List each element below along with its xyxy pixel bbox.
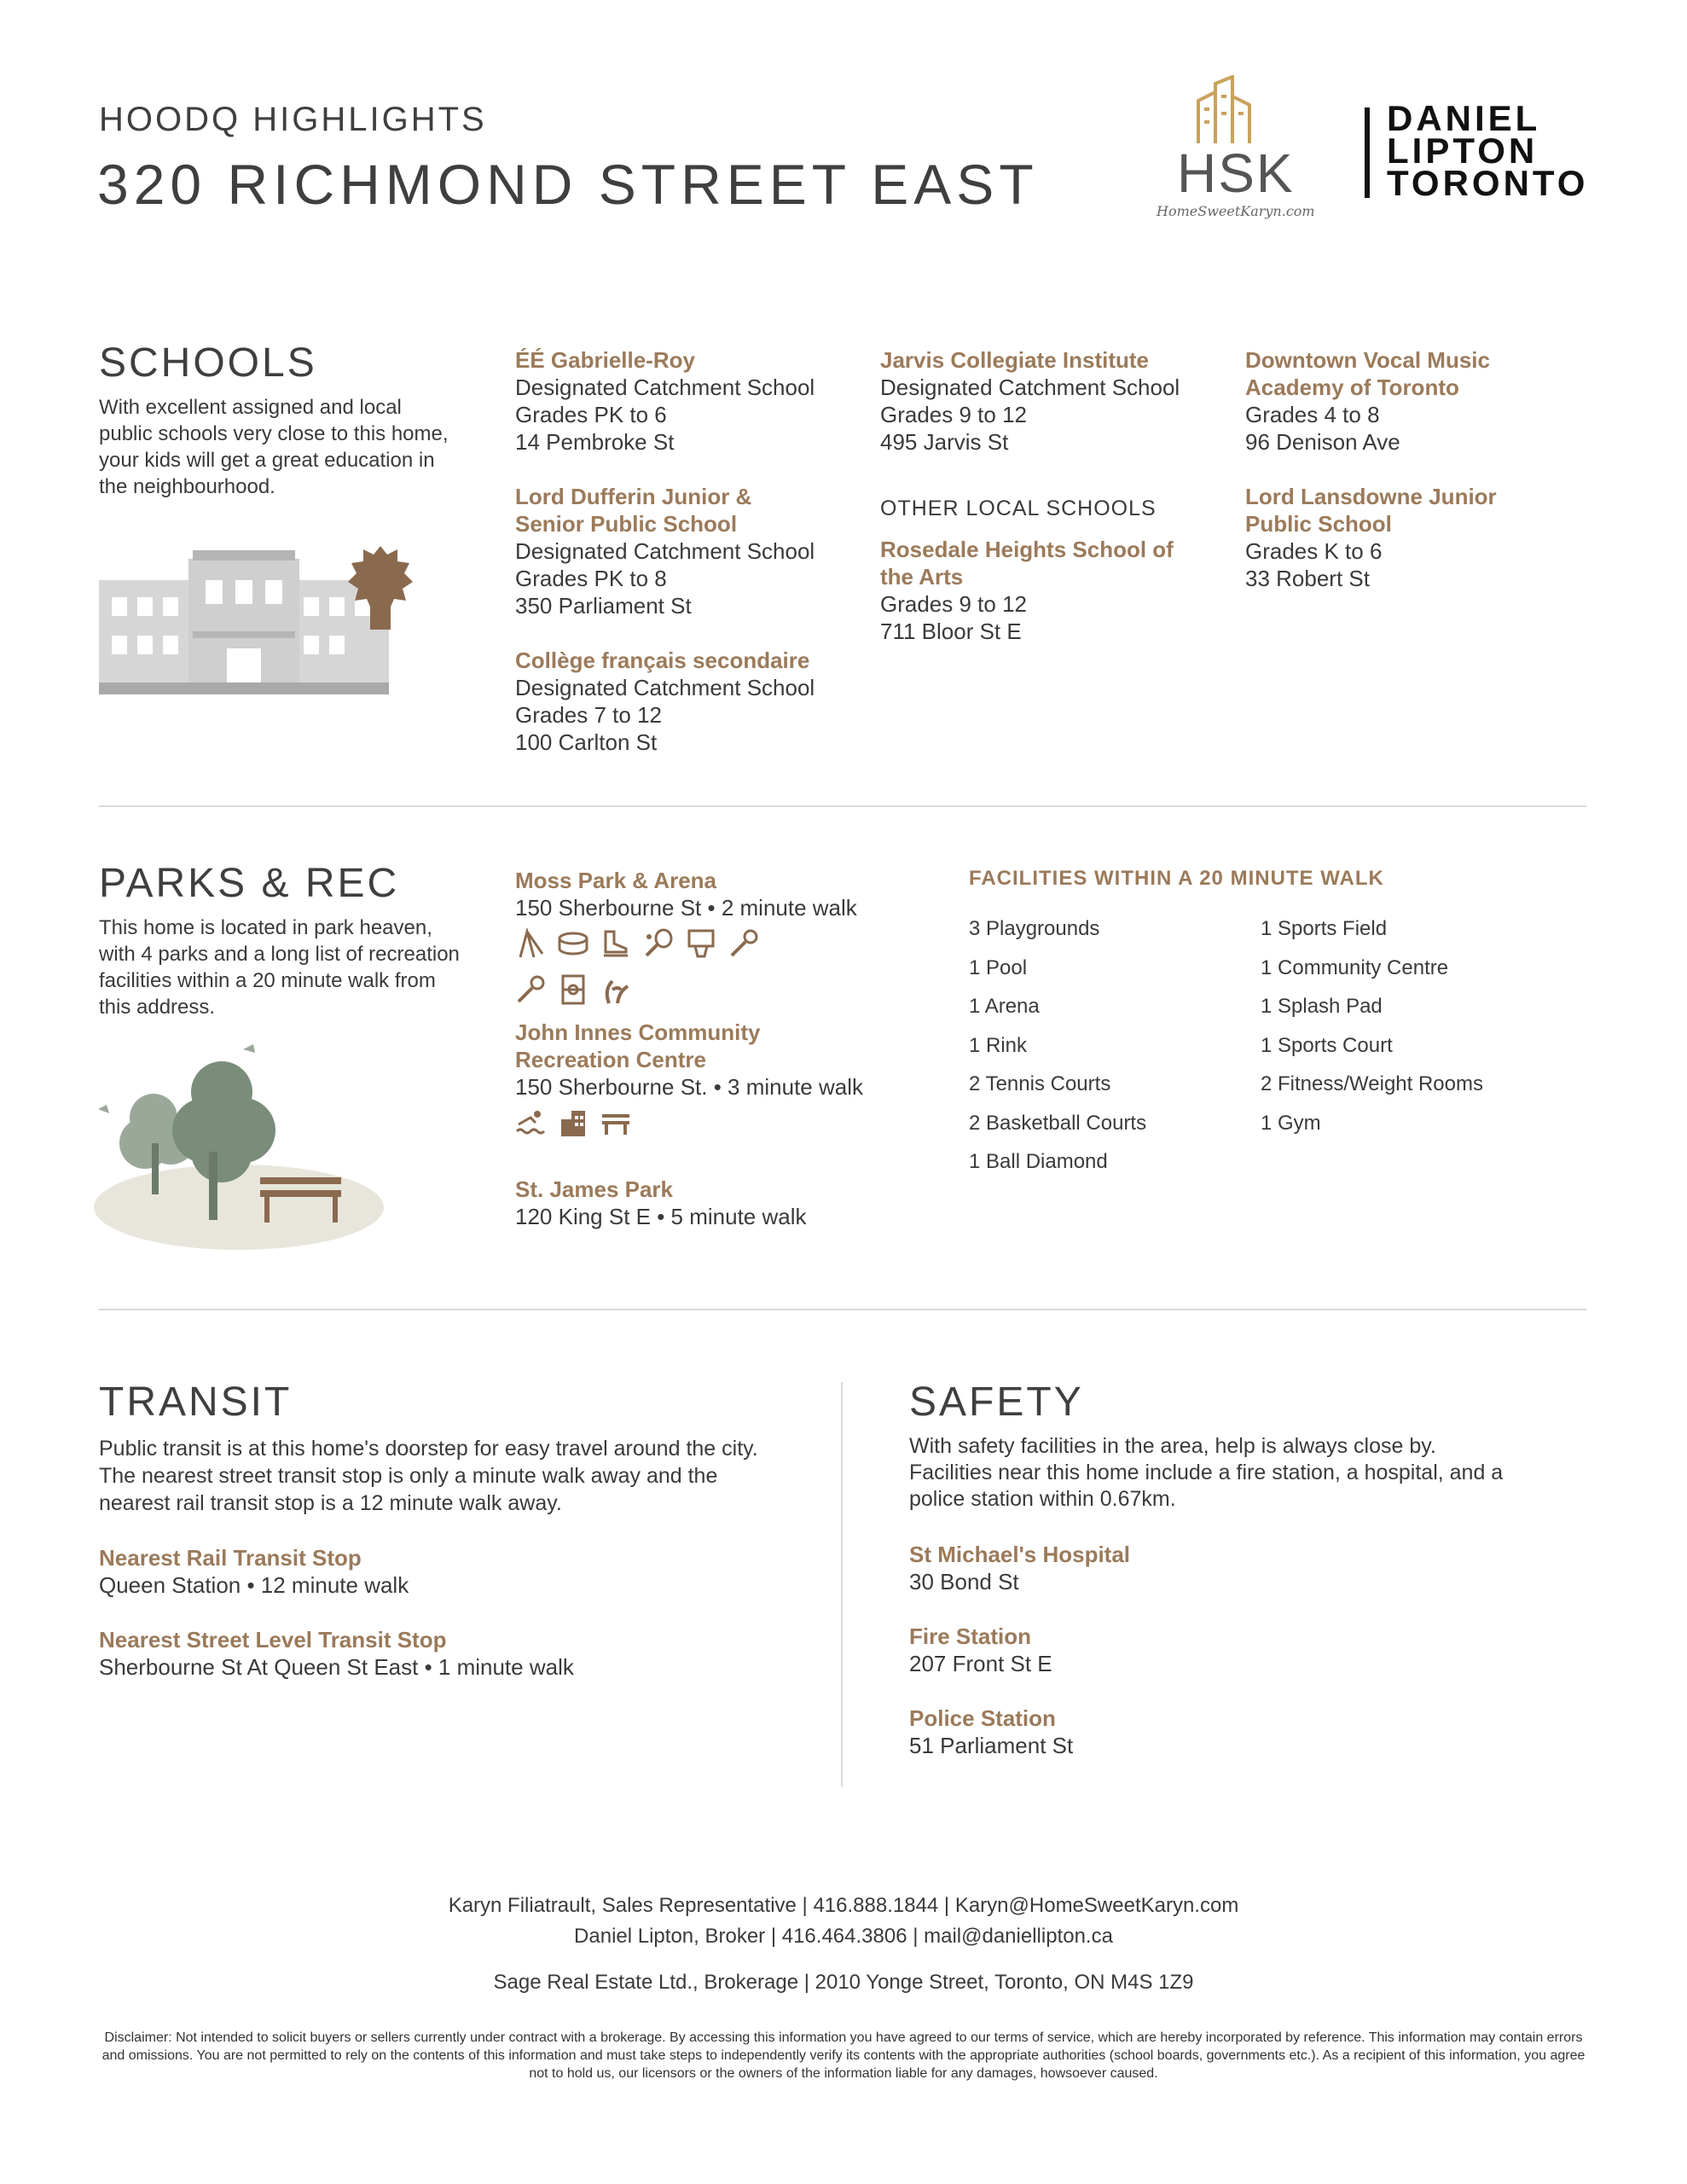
baseball-icon	[728, 928, 759, 959]
school-line: Designated Catchment School	[880, 375, 1180, 400]
safety-value: 30 Bond St	[909, 1569, 1019, 1594]
school-line: Grades 4 to 8	[1245, 402, 1380, 427]
skate-icon	[600, 928, 631, 959]
facility-icons-row	[515, 1107, 631, 1138]
schools-description: With excellent assigned and local public schools very close to this home, your kids will get a great education in the neighbourhood.	[99, 396, 449, 498]
school-line: 100 Carlton St	[515, 729, 658, 755]
other-schools-label: OTHER LOCAL SCHOOLS	[880, 497, 1157, 520]
rail-transit-value: Queen Station • 12 minute walk	[99, 1572, 409, 1598]
facility-icons-row	[515, 928, 759, 959]
school-line: Grades 9 to 12	[880, 591, 1027, 617]
school-name: Lord Lansdowne Junior Public School	[1245, 484, 1497, 537]
safety-title: SAFETY	[909, 1380, 1084, 1425]
facility-item: 1 Ball Diamond	[969, 1150, 1108, 1173]
daniel-lipton-logo	[1387, 98, 1589, 203]
school-line: Grades 7 to 12	[515, 702, 662, 728]
hsk-script: HomeSweetKaryn.com	[1157, 203, 1315, 219]
park-detail: 150 Sherbourne St. • 3 minute walk	[515, 1074, 864, 1100]
facility-item: 1 Sports Court	[1261, 1033, 1393, 1057]
park-name: St. James Park	[515, 1176, 674, 1202]
school-entry	[880, 536, 1196, 645]
parks-description: This home is located in park heaven, with 4 parks and a long list of recreation facilities within a 20 minute walk from this address.	[99, 916, 460, 1019]
school-name: Lord Dufferin Junior & Senior Public School	[515, 484, 752, 537]
school-entry	[1245, 346, 1552, 456]
school-line: Grades PK to 6	[515, 402, 667, 427]
school-line: 14 Pembroke St	[515, 429, 675, 455]
facility-icons-row	[515, 974, 631, 1005]
park-detail: 120 King St E • 5 minute walk	[515, 1204, 807, 1229]
school-line: 33 Robert St	[1245, 566, 1370, 591]
safety-label: Police Station	[909, 1705, 1056, 1731]
school-name: Jarvis Collegiate Institute	[880, 347, 1149, 373]
tennis-racket-icon	[643, 928, 674, 959]
footer-contact-daniel: Daniel Lipton, Broker | 416.464.3806 | mail@daniellipton.ca	[574, 1925, 1113, 1948]
school-name: Rosedale Heights School of the Arts	[880, 537, 1174, 590]
section-divider	[99, 805, 1586, 807]
park-name: John Innes Community Recreation Centre	[515, 1019, 761, 1072]
parks-title: PARKS & REC	[99, 861, 400, 906]
safety-item	[909, 1541, 1506, 1595]
school-line: Grades 9 to 12	[880, 402, 1027, 427]
street-transit-value: Sherbourne St At Queen St East • 1 minute walk	[99, 1654, 574, 1680]
park-entry	[515, 1019, 907, 1101]
community-centre-icon	[558, 1107, 588, 1138]
safety-description: With safety facilities in the area, help is always close by. Facilities near this home include a fire station, a hospital, and a police station within 0.67km.	[909, 1434, 1504, 1511]
logo-divider	[1365, 107, 1370, 198]
street-transit-label: Nearest Street Level Transit Stop	[99, 1627, 447, 1653]
rail-transit-label: Nearest Rail Transit Stop	[99, 1545, 362, 1571]
park-name: Moss Park & Arena	[515, 868, 717, 893]
school-line: 350 Parliament St	[515, 593, 692, 619]
building-logo-icon	[1151, 75, 1322, 152]
footer-brokerage: Sage Real Estate Ltd., Brokerage | 2010 Yonge Street, Toronto, ON M4S 1Z9	[493, 1971, 1194, 1994]
facility-item: 2 Fitness/Weight Rooms	[1261, 1072, 1483, 1095]
facilities-title: FACILITIES WITHIN A 20 MINUTE WALK	[969, 867, 1384, 890]
school-entry	[880, 346, 1238, 456]
transit-title: TRANSIT	[99, 1380, 293, 1425]
school-line: 96 Denison Ave	[1245, 429, 1400, 455]
disclaimer: Disclaimer: Not intended to solicit buyers or sellers currently under contract with a brokerage. By accessing this information you have agreed to our terms of service, which are hereby incorporated by reference. This information may contain errors and omissions. You are not permitted to rely on the contents of this information and must take steps to independently verify its contents with the appropriate authorities (school boards, governments etc.). As a recipient of this information, you agree not to hold us, our licensors or the owners of the information liable for any damages, howsoever caused.	[101, 2030, 1586, 2081]
school-name: Downtown Vocal Music Academy of Toronto	[1245, 347, 1490, 400]
park-entry	[515, 1176, 907, 1230]
school-entry	[515, 647, 873, 756]
school-line: Grades K to 6	[1245, 538, 1383, 564]
facility-item: 1 Gym	[1261, 1111, 1321, 1135]
safety-label: Fire Station	[909, 1623, 1032, 1649]
school-line: 711 Bloor St E	[880, 619, 1022, 644]
bench-icon	[600, 1107, 631, 1138]
hsk-letters: HSK	[1177, 142, 1295, 204]
school-name: ÉÉ Gabrielle-Roy	[515, 347, 695, 373]
sports-field-icon	[558, 974, 588, 1005]
facility-item: 3 Playgrounds	[969, 917, 1100, 940]
page-title: 320 RICHMOND STREET EAST	[97, 153, 1039, 216]
school-line: Designated Catchment School	[515, 538, 815, 564]
footer-contact-karyn: Karyn Filiatrault, Sales Representative | 416.888.1844 | Karyn@HomeSweetKaryn.com	[448, 1894, 1239, 1917]
basketball-hoop-icon	[686, 928, 716, 959]
facilities-list	[1261, 909, 1568, 1142]
facility-item: 1 Rink	[969, 1033, 1028, 1057]
facility-item: 1 Community Centre	[1261, 956, 1449, 979]
logo-line: LIPTON	[1387, 131, 1539, 171]
kicker-title: HOODQ HIGHLIGHTS	[99, 101, 487, 138]
hsk-logo	[1151, 75, 1322, 229]
park-detail: 150 Sherbourne St • 2 minute walk	[515, 895, 857, 921]
logo-line: TORONTO	[1387, 163, 1589, 203]
splash-pad-icon	[600, 974, 631, 1005]
school-entry	[515, 346, 873, 456]
column-divider	[841, 1382, 843, 1786]
school-line: 495 Jarvis St	[880, 429, 1009, 455]
school-line: Designated Catchment School	[515, 675, 815, 700]
school-building-icon	[99, 546, 415, 700]
transit-description: Public transit is at this home's doorstep for easy travel around the city. The nearest street transit stop is only a minute walk away and the nearest rail transit stop is a 12 minute walk away.	[99, 1437, 758, 1515]
street-transit	[99, 1626, 781, 1681]
school-entry	[1245, 483, 1535, 592]
school-line: Designated Catchment School	[515, 375, 815, 400]
pool-swimmer-icon	[515, 1107, 546, 1138]
facility-item: 1 Pool	[969, 956, 1028, 979]
safety-label: St Michael's Hospital	[909, 1542, 1131, 1567]
park-trees-icon	[94, 1041, 392, 1254]
section-divider	[99, 1309, 1586, 1310]
school-entry	[515, 483, 873, 619]
facility-item: 1 Splash Pad	[1261, 995, 1383, 1018]
safety-value: 51 Parliament St	[909, 1733, 1074, 1758]
school-line: Grades PK to 8	[515, 566, 667, 591]
park-entry	[515, 867, 907, 921]
facility-item: 2 Basketball Courts	[969, 1111, 1147, 1135]
rail-transit	[99, 1544, 781, 1599]
safety-item	[909, 1623, 1506, 1677]
school-name: Collège français secondaire	[515, 648, 810, 673]
playground-slide-icon	[515, 928, 546, 959]
safety-item	[909, 1705, 1506, 1759]
facility-item: 1 Arena	[969, 995, 1040, 1018]
schools-title: SCHOOLS	[99, 340, 317, 386]
arena-icon	[558, 928, 588, 959]
facilities-list	[969, 909, 1259, 1182]
facility-item: 2 Tennis Courts	[969, 1072, 1111, 1095]
baseball-bat-icon	[515, 974, 546, 1005]
safety-value: 207 Front St E	[909, 1651, 1052, 1676]
facility-item: 1 Sports Field	[1261, 917, 1388, 940]
logo-line: DANIEL	[1387, 98, 1541, 138]
